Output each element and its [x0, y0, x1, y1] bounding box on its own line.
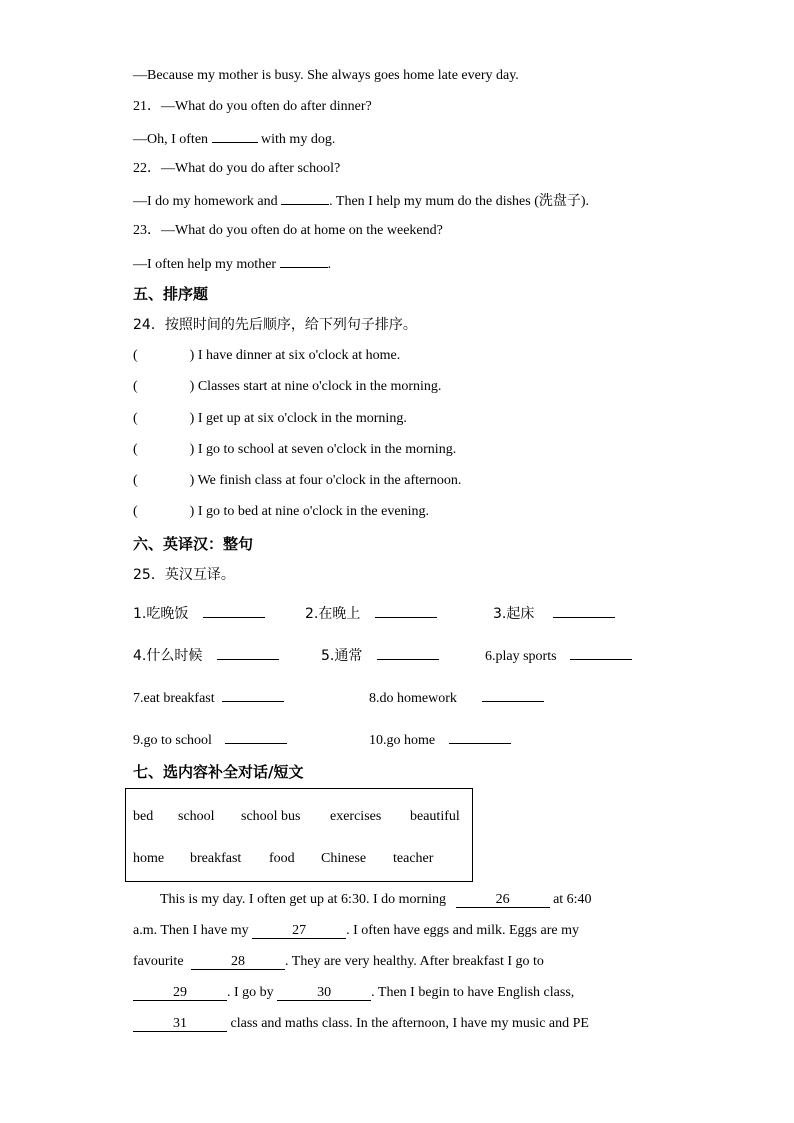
passage-line-1: This is my day. I often get up at 6:30. I do morning 26 at 6:40	[160, 892, 592, 907]
answer-23-post: .	[327, 257, 332, 272]
answer-21	[133, 129, 335, 149]
word-bank-word: food	[269, 851, 295, 866]
answer-21-pre: —Oh, I often	[133, 132, 209, 147]
word-bank-word: bed	[133, 809, 154, 824]
answer-23-pre: —I often help my mother	[133, 257, 277, 272]
passage-line-4: 29 . I go by 30 . Then I begin to have English class,	[133, 984, 574, 1002]
word-bank-word: school	[178, 809, 215, 824]
blank-22[interactable]	[281, 191, 329, 205]
section-5-title: 五、排序题	[133, 285, 209, 303]
translate-item: 4.什么时候	[133, 646, 279, 665]
blank-30[interactable]: 30	[277, 986, 371, 1001]
section-6-title: 六、英译汉：整句	[133, 535, 254, 553]
question-23: 23．—What do you often do at home on the weekend?	[133, 223, 443, 238]
word-bank-word: exercises	[330, 809, 382, 824]
ordering-item: ( ) I get up at six o'clock in the morning.	[133, 411, 407, 426]
question-22: 22．—What do you do after school?	[133, 161, 341, 176]
question-21: 21．—What do you often do after dinner?	[133, 99, 372, 114]
ordering-item: ( ) Classes start at nine o'clock in the morning.	[133, 379, 442, 394]
passage-line-2: a.m. Then I have my 27 . I often have eggs and milk. Eggs are my	[133, 923, 579, 938]
passage-line-3: favourite 28 . They are very healthy. After breakfast I go to	[133, 954, 544, 969]
passage-line-5: 31 class and maths class. In the afternoon, I have my music and PE	[133, 1015, 589, 1033]
word-bank-word: teacher	[393, 851, 434, 866]
translate-item: 9.go to school	[133, 730, 287, 750]
section-7-title: 七、选内容补全对话/短文	[133, 763, 304, 781]
ordering-item: ( ) We finish class at four o'clock in the afternoon.	[133, 473, 462, 488]
ordering-item: ( ) I go to bed at nine o'clock in the evening.	[133, 504, 429, 519]
answer-23	[133, 254, 331, 274]
translate-item: 7.eat breakfast	[133, 688, 284, 708]
blank-29[interactable]: 29	[133, 986, 227, 1001]
answer-22	[133, 191, 589, 211]
translate-item: 5.通常	[321, 646, 439, 665]
translate-item: 6.play sports	[485, 646, 632, 666]
answer-22-pre: —I do my homework and	[133, 194, 278, 209]
translate-item: 3.起床	[493, 604, 615, 623]
word-bank-word: home	[133, 851, 165, 866]
blank-26[interactable]: 26	[456, 893, 550, 908]
translate-item: 8.do homework	[369, 688, 544, 708]
word-bank-word: beautiful	[410, 809, 460, 824]
blank-28[interactable]: 28	[191, 955, 285, 970]
section-6-instruction: 25．英汉互译。	[133, 567, 235, 583]
blank-21[interactable]	[212, 129, 258, 143]
answer-21-post: with my dog.	[261, 132, 336, 147]
section-5-instruction: 24．按照时间的先后顺序，给下列句子排序。	[133, 317, 417, 333]
ordering-item: ( ) I have dinner at six o'clock at home.	[133, 348, 401, 363]
blank-31[interactable]: 31	[133, 1017, 227, 1032]
translate-item: 10.go home	[369, 730, 511, 750]
word-bank-word: breakfast	[190, 851, 242, 866]
word-bank-word: school bus	[241, 809, 301, 824]
word-bank	[125, 788, 473, 882]
word-bank-word: Chinese	[321, 851, 367, 866]
ordering-item: ( ) I go to school at seven o'clock in the morning.	[133, 442, 457, 457]
blank-23[interactable]	[280, 254, 328, 268]
dialog-line-0: —Because my mother is busy. She always goes home late every day.	[133, 68, 519, 83]
blank-27[interactable]: 27	[252, 924, 346, 939]
answer-22-post: . Then I help my mum do the dishes (洗盘子).	[329, 194, 590, 209]
translate-item: 1.吃晚饭	[133, 604, 265, 623]
translate-item: 2.在晚上	[305, 604, 437, 623]
